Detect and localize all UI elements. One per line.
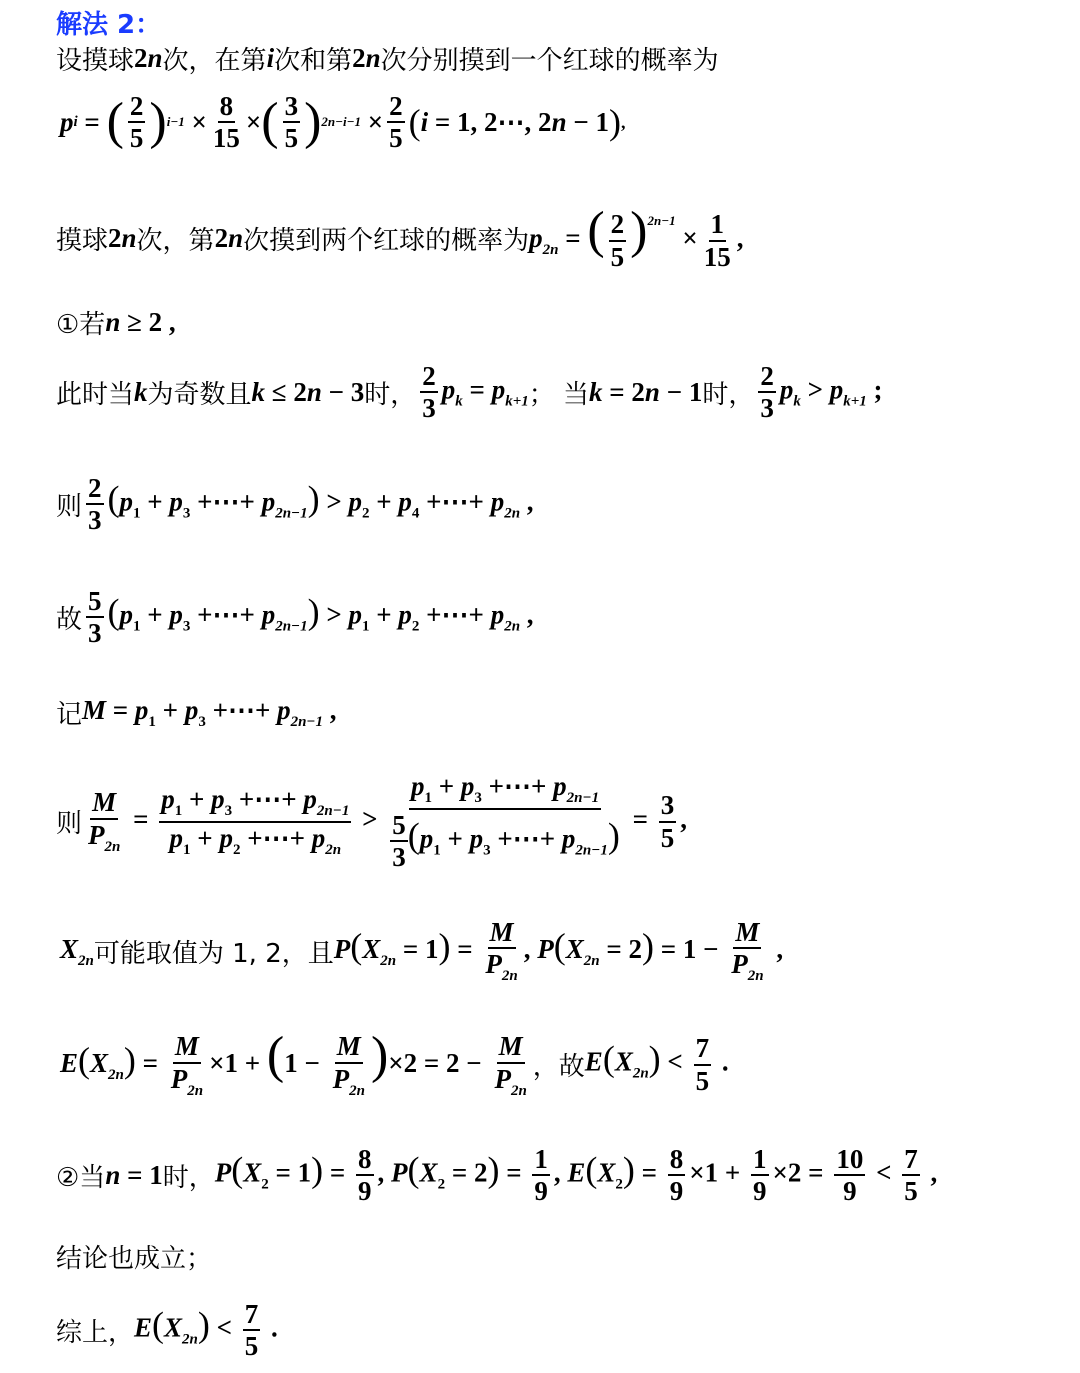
expectation-X2n: $E(X_{2n})$ = $\frac{M}{P_{2n}}$ ×1 + (1 − $\frac{M}{P_{2n}}$ )×2 = 2 − $\frac{M}{P_{2n}}$ ，故 $E(X_{2n})$ < $\frac{7}{5}$ . [60,1027,729,1099]
conclusion-holds: 结论也成立； [56,1244,213,1274]
inequality-2: 故 $\frac{5}{3}$ ($p_1 + p_3$ +⋯+ $p_{2n-1}) > p_1 + p_2$ +⋯+ $p_{2n}$ , [56,586,534,649]
solution-title: 解法 2： [56,10,162,40]
formula-p-i: p i = ( $\frac{2}{5}$ ) i−1 × $\frac{8}{15}$ × ( $\frac{3}{5}$ ) 2n−i−1 × $\frac{2}{5}$ ( i = 1, 2⋯, 2 n − 1 ) , [60,91,626,154]
intro-sentence: 设摸球 2n 次，在第 i 次和第 2n 次分别摸到一个红球的概率为 [56,43,719,76]
case-1-heading: ①若 n ≥ 2 , [56,307,176,340]
odd-k-sentence: 此时当 k 为奇数且 k ≤ 2n − 3 时， $\frac{2}{3}$ $p_k = p_{k+1}$ ； 当 k = 2n − 1 时， $\frac{2}{3}$ $p_k > p_{k+1}$ ; [56,361,883,424]
ratio-inequality: 则 $\frac{M}{P_{2n}}$ = $\frac{p_1 + p_3 +\cdots+ p_{2n-1}}{p_1 + p_2 +\cdots+ p_{2n}}$ > $p_1 + p_3$ +⋯+ $p_{2n-1}$ $\frac{5}{3}$ ($p_1 + p_3$ +⋯+ $p_{2n-1}$) = $\frac{3}{5}$ , [56,771,687,873]
define-M: 记 $M = p_1 + p_3$ +⋯+ $p_{2n-1}$ , [56,694,337,730]
inequality-1: 则 $\frac{2}{3}$ ($p_1 + p_3$ +⋯+ $p_{2n-1}) > p_2 + p_4$ +⋯+ $p_{2n}$ , [56,473,534,536]
p-2n-sentence: 摸球 2n 次，第 2n 次摸到两个红球的概率为 $p_{2n}$ = ( $\frac{2}{5}$ )$^{2n-1}$ × $\frac{1}{15}$ , [56,202,744,272]
case-2: ②当 n = 1 时， $P(X_2 = 1)$ = $\frac{8}{9}$ , $P(X_2 = 2)$ = $\frac{1}{9}$ , $E(X_2)$ = $\frac{8}{9}$ ×1 + $\frac{1}{9}$ ×2 = $\frac{10}{9}$ < $\frac{7}{5}$ , [56,1144,938,1207]
final-conclusion: 综上， $E(X_{2n})$ < $\frac{7}{5}$ . [56,1299,278,1362]
distribution-X2n: $X_{2n}$ 可能取值为 1, 2，且 $P(X_{2n} = 1)$ = $\frac{M}{P_{2n}}$ , $P(X_{2n} = 2) = 1$ − $\frac{M}{P_{2n}}$ , [60,917,784,985]
